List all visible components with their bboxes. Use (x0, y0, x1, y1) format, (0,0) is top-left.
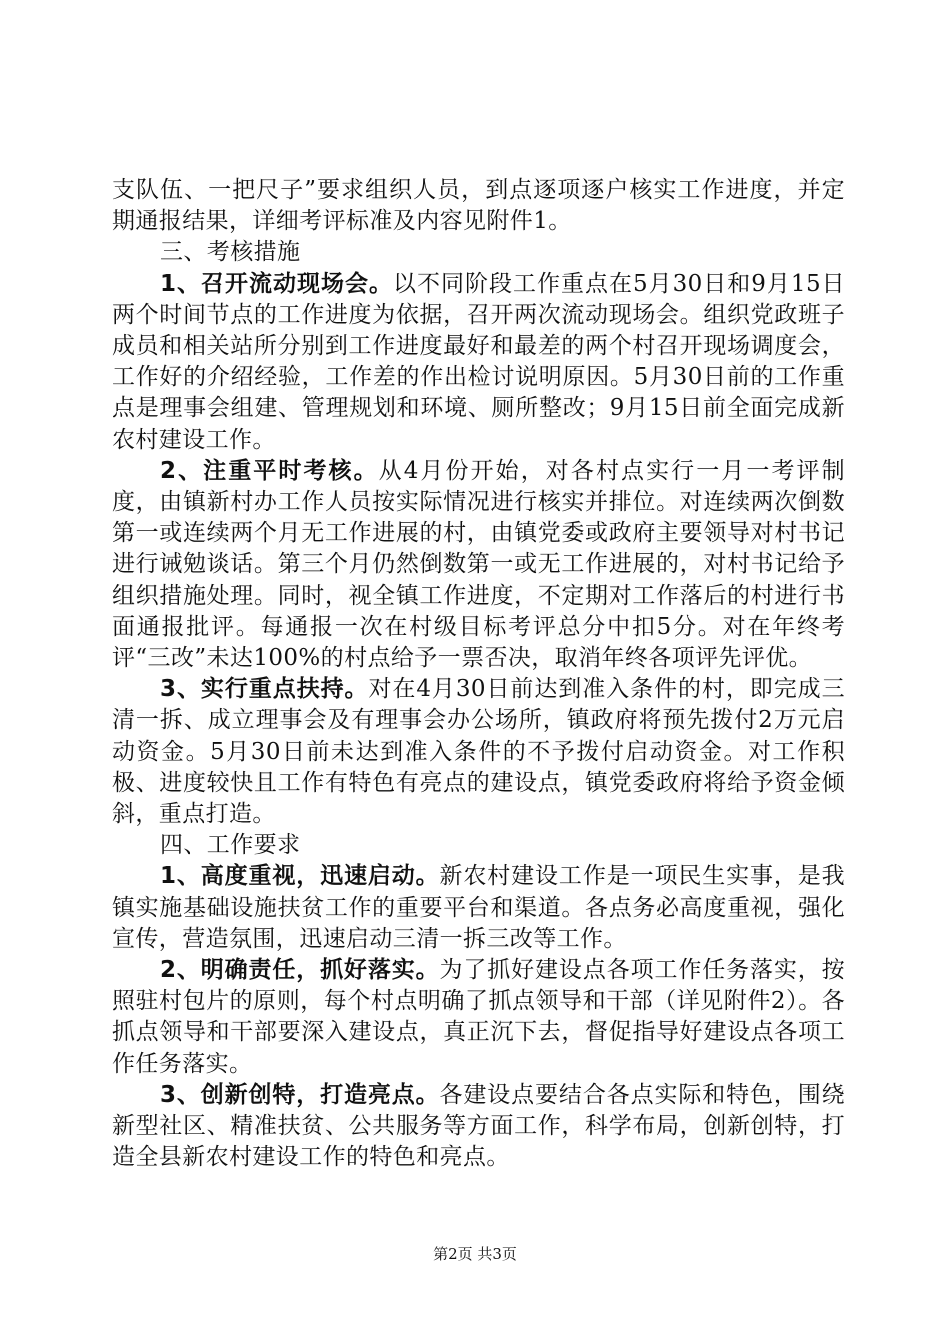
paragraph-text: 对在4月30日前达到准入条件的村，即完成三清一拆、成立理事会及有理事会办公场所，镇政府将预先拨付2万元启动资金。5月30日前未达到准入条件的不予拨付启动资金。对工作积极、进度较快且工作有特色有亮点的建设点，镇党委政府将给予资金倾斜，重点打造。 (112, 676, 845, 828)
paragraph-lead: 2、明确责任，抓好落实。 (160, 957, 440, 984)
paragraph-lead: 2、注重平时考核。 (160, 457, 379, 484)
page-footer (0, 1244, 950, 1264)
paragraph-lead: 1、高度重视，迅速启动。 (160, 863, 440, 890)
paragraph-text: 为了抓好建设点各项工作任务落实，按照驻村包片的原则，每个村点明确了抓点领导和干部（详见附件2）。各抓点领导和干部要深入建设点，真正沉下去，督促指导好建设点各项工作任务落实。 (112, 957, 845, 1077)
paragraph-text: 从4月份开始，对各村点实行一月一考评制度，由镇新村办工作人员按实际情况进行核实并排位。对连续两次倒数第一或连续两个月无工作进展的村，由镇党委或政府主要领导对村书记进行诫勉谈话。第三个月仍然倒数第一或无工作进展的，对村书记给予组织措施处理。同时，视全镇工作进度，不定期对工作落后的村进行书面通报批评。每通报一次在村级目标考评总分中扣5分。对在年终考评“三改”未达100%的村点给予一票否决，取消年终各项评先评优。 (112, 457, 845, 672)
heading-text: 三、考核措施 (160, 239, 301, 266)
paragraph-text: 新农村建设工作是一项民生实事，是我镇实施基础设施扶贫工作的重要平台和渠道。各点务必高度重视，强化宣传，营造氛围，迅速启动三清一拆三改等工作。 (112, 863, 845, 952)
heading-text: 四、工作要求 (160, 832, 301, 859)
paragraph-requirement-1 (112, 861, 845, 955)
section-heading-work-requirements (112, 830, 845, 861)
paragraph-item-1 (112, 269, 845, 456)
paragraph-item-2 (112, 456, 845, 674)
document-body (112, 175, 845, 1174)
paragraph-lead: 1、召开流动现场会。 (160, 270, 393, 297)
paragraph-text: 以不同阶段工作重点在5月30日和9月15日两个时间节点的工作进度为依据，召开两次流动现场会。组织党政班子成员和相关站所分别到工作进度最好和最差的两个村召开现场调度会，工作好的介绍经验，工作差的作出检讨说明原因。5月30日前的工作重点是理事会组建、管理规划和环境、厕所整改；9月15日前全面完成新农村建设工作。 (112, 270, 845, 453)
paragraph-item-3 (112, 674, 845, 830)
section-heading-assessment-measures (112, 237, 845, 268)
paragraph-requirement-3 (112, 1080, 845, 1174)
paragraph-text: 支队伍、一把尺子”要求组织人员，到点逐项逐户核实工作进度，并定期通报结果，详细考评标准及内容见附件1。 (112, 177, 845, 235)
paragraph-continuation (112, 175, 845, 237)
paragraph-text: 各建设点要结合各点实际和特色，围绕新型社区、精准扶贫、公共服务等方面工作，科学布局，创新创特，打造全县新农村建设工作的特色和亮点。 (112, 1081, 845, 1171)
paragraph-lead: 3、创新创特，打造亮点。 (160, 1081, 440, 1108)
paragraph-lead: 3、实行重点扶持。 (160, 676, 369, 703)
paragraph-requirement-2 (112, 955, 845, 1080)
page-number-label: 第2页 共3页 (433, 1245, 517, 1263)
